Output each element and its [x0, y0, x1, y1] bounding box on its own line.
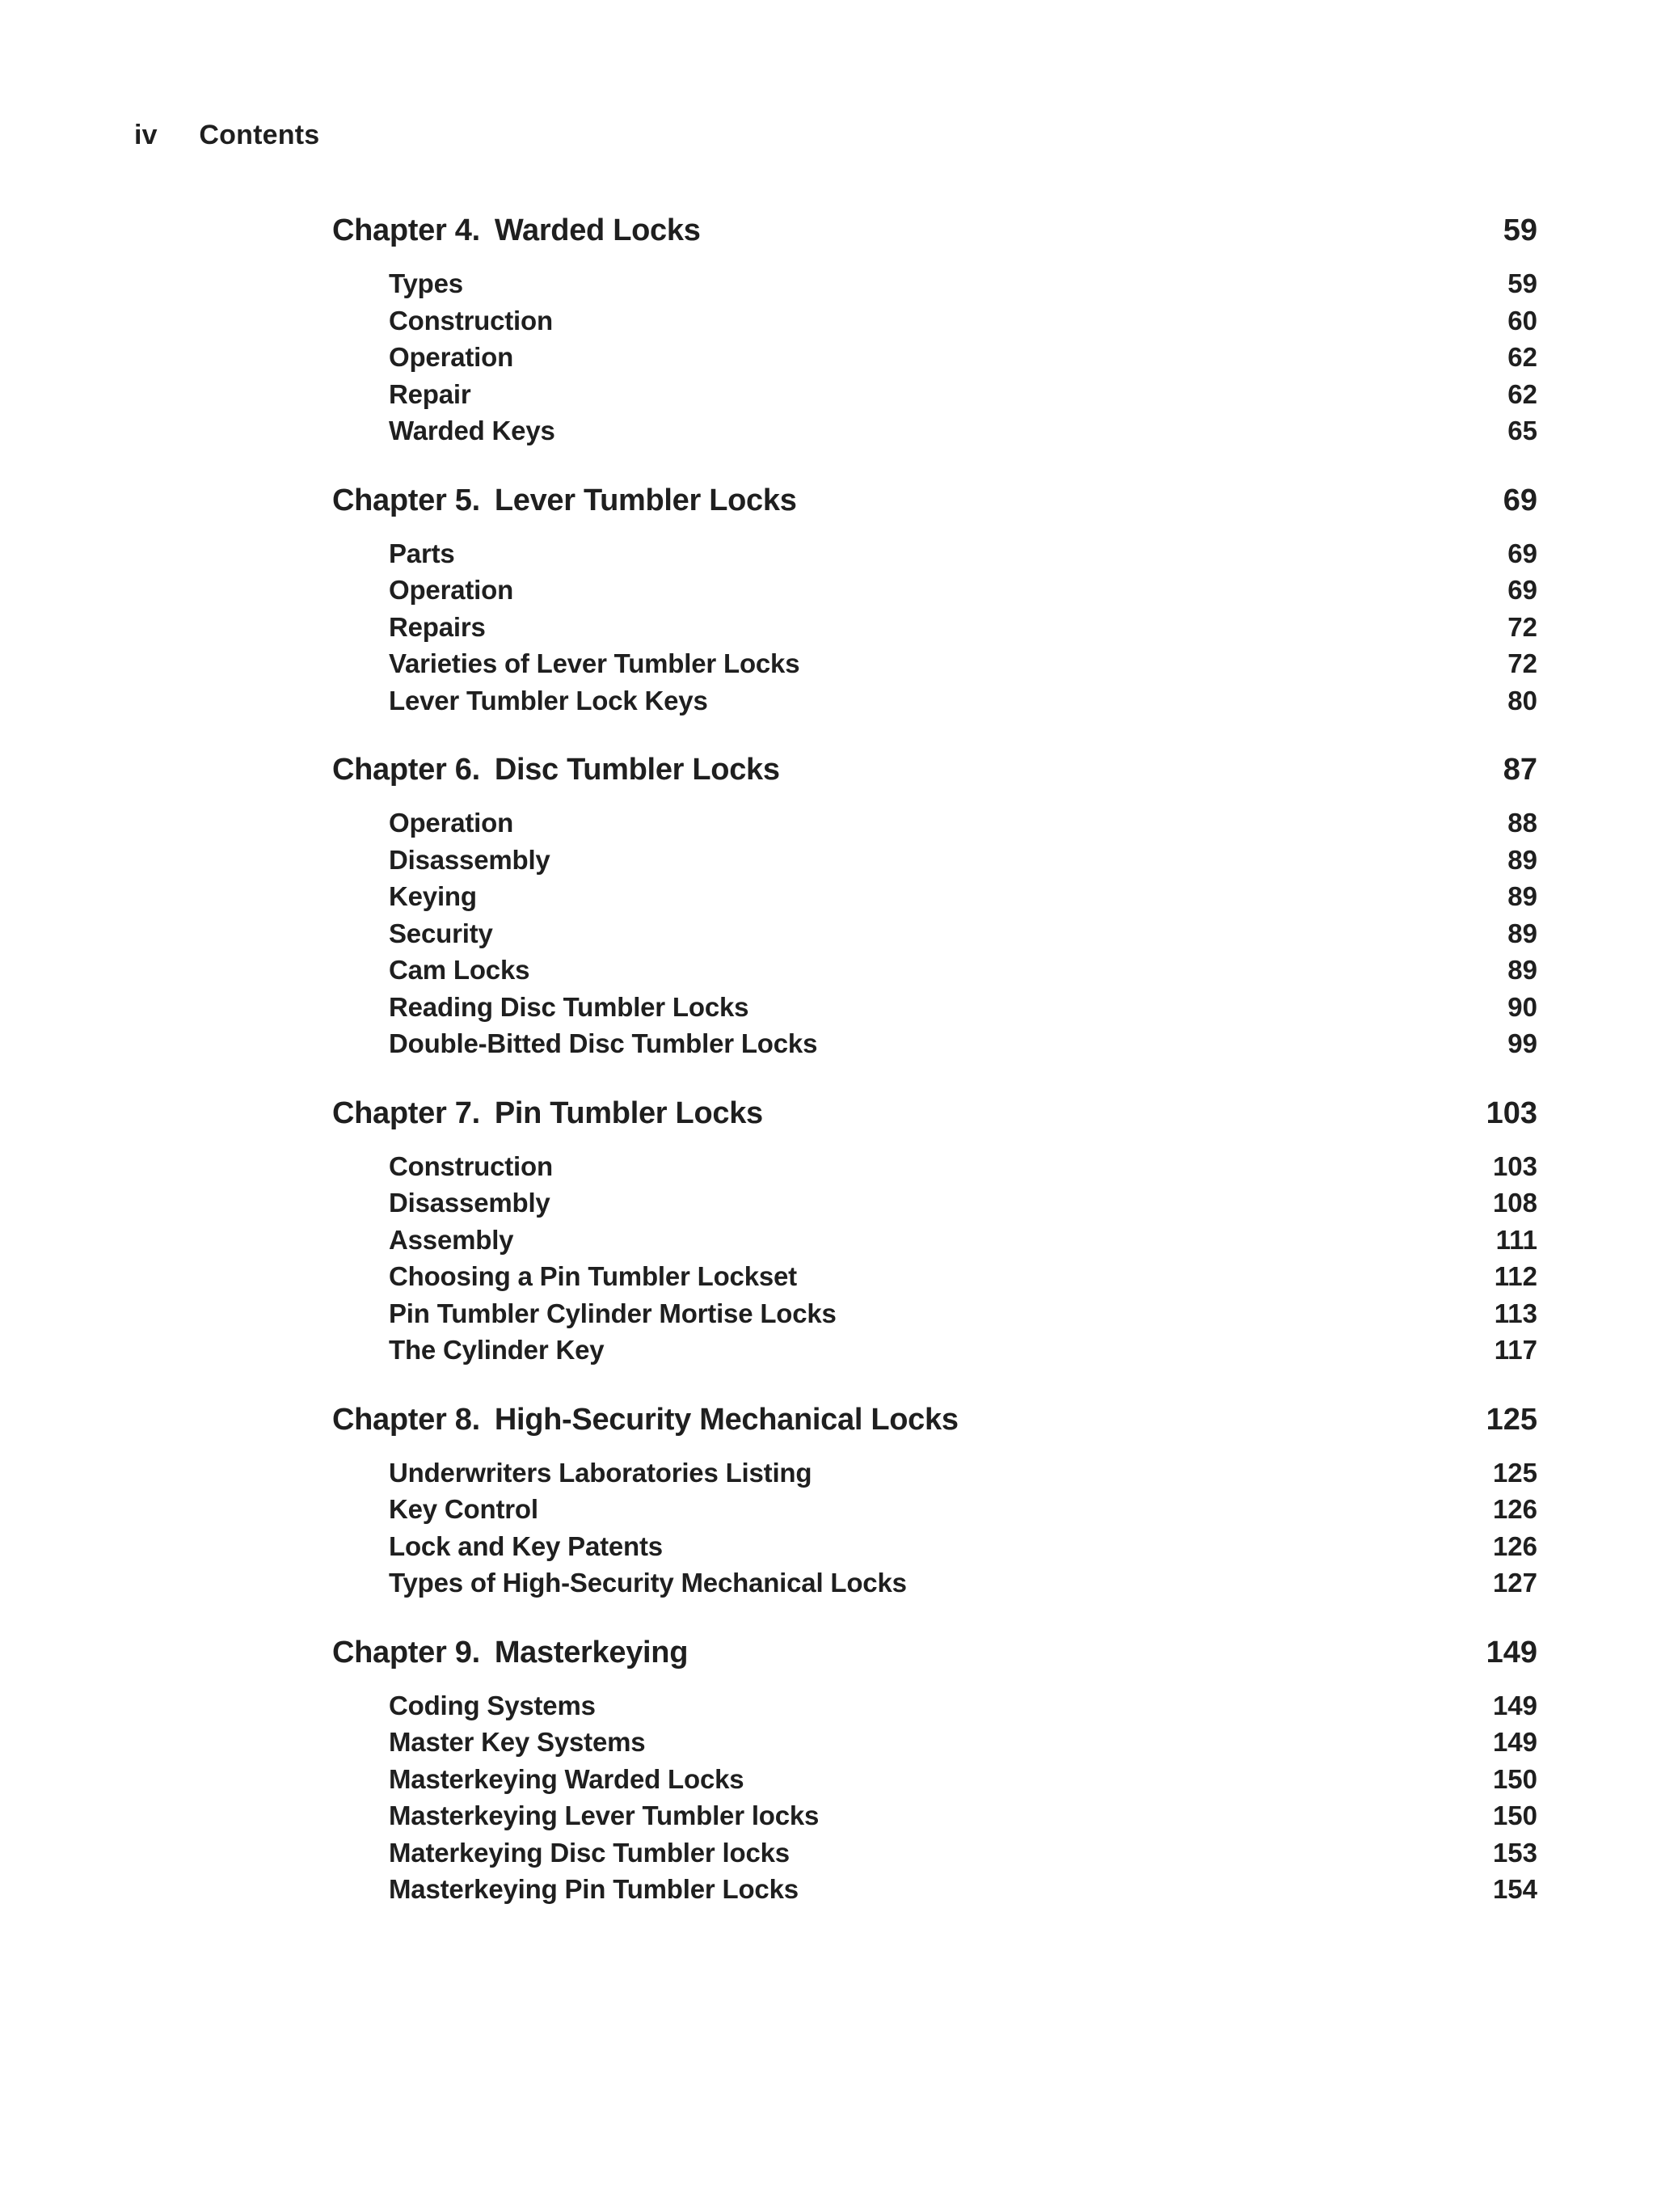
toc-entry[interactable] — [332, 952, 1537, 989]
chapter-label: Chapter 5. — [332, 483, 480, 517]
toc-entry[interactable] — [332, 1491, 1537, 1528]
toc-entry[interactable] — [332, 989, 1537, 1026]
section-title: Pin Tumbler Cylinder Mortise Locks — [389, 1298, 837, 1328]
section-page-number: 108 — [1492, 1188, 1537, 1218]
section-list — [332, 1687, 1537, 1908]
section-title: Underwriters Laboratories Listing — [389, 1457, 812, 1488]
chapter-heading-text — [332, 751, 780, 788]
section-page-number: 154 — [1492, 1874, 1537, 1904]
chapter-page-number: 125 — [1486, 1402, 1537, 1437]
section-page-number: 88 — [1507, 808, 1537, 838]
section-page-number: 90 — [1507, 991, 1537, 1022]
section-page-number: 149 — [1492, 1690, 1537, 1720]
chapter-page-number: 59 — [1503, 213, 1537, 247]
chapter-heading[interactable] — [332, 482, 1537, 519]
section-page-number: 69 — [1507, 575, 1537, 605]
section-title: Construction — [389, 305, 553, 336]
section-page-number: 89 — [1507, 844, 1537, 875]
section-page-number: 99 — [1507, 1028, 1537, 1058]
toc-entry[interactable] — [332, 376, 1537, 413]
section-title: Varieties of Lever Tumbler Locks — [389, 648, 800, 678]
section-title: Parts — [389, 538, 455, 568]
section-list — [332, 535, 1537, 720]
toc-entry[interactable] — [332, 915, 1537, 952]
toc-entry[interactable] — [332, 1834, 1537, 1872]
section-title: Operation — [389, 342, 514, 372]
section-page-number: 153 — [1492, 1837, 1537, 1868]
toc-entry[interactable] — [332, 878, 1537, 915]
toc-entry[interactable] — [332, 1761, 1537, 1798]
section-title: Disassembly — [389, 844, 550, 875]
section-title: Masterkeying Lever Tumbler locks — [389, 1800, 820, 1830]
toc-entry[interactable] — [332, 609, 1537, 646]
toc-entry[interactable] — [332, 1724, 1537, 1761]
toc-entry[interactable] — [332, 842, 1537, 879]
toc-entry[interactable] — [332, 1148, 1537, 1185]
section-page-number: 113 — [1494, 1298, 1537, 1328]
section-title: Masterkeying Pin Tumbler Locks — [389, 1874, 799, 1904]
chapter-block — [332, 1095, 1537, 1369]
section-list — [332, 265, 1537, 450]
page-folio: iv — [134, 120, 158, 150]
chapter-title: Warded Locks — [494, 213, 701, 247]
chapter-label: Chapter 6. — [332, 753, 480, 787]
section-page-number: 60 — [1507, 305, 1537, 336]
toc-entry[interactable] — [332, 265, 1537, 302]
section-title: Repairs — [389, 611, 486, 642]
chapter-heading[interactable] — [332, 1401, 1537, 1438]
section-list — [332, 1148, 1537, 1369]
section-title: Warded Keys — [389, 416, 555, 445]
section-title: Types of High-Security Mechanical Locks — [389, 1568, 907, 1598]
chapter-heading-text — [332, 212, 701, 249]
toc-entry[interactable] — [332, 535, 1537, 572]
toc-entry[interactable] — [332, 1528, 1537, 1565]
chapter-page-number: 69 — [1503, 483, 1537, 517]
running-title: Contents — [199, 120, 320, 150]
running-head — [134, 120, 319, 151]
toc-entry[interactable] — [332, 1332, 1537, 1369]
chapter-label: Chapter 7. — [332, 1095, 480, 1130]
section-title: Operation — [389, 808, 514, 838]
toc-entry[interactable] — [332, 1564, 1537, 1602]
chapter-heading-text — [332, 482, 797, 519]
chapter-heading-text — [332, 1401, 959, 1438]
toc-entry[interactable] — [332, 1295, 1537, 1332]
section-title: Master Key Systems — [389, 1727, 646, 1757]
section-title: Coding Systems — [389, 1690, 596, 1720]
chapter-page-number: 103 — [1486, 1095, 1537, 1130]
toc-entry[interactable] — [332, 1184, 1537, 1222]
toc-entry[interactable] — [332, 1258, 1537, 1295]
section-title: Reading Disc Tumbler Locks — [389, 991, 749, 1022]
section-page-number: 89 — [1507, 955, 1537, 985]
chapter-block — [332, 751, 1537, 1062]
toc-entry[interactable] — [332, 1025, 1537, 1062]
section-title: Lock and Key Patents — [389, 1530, 663, 1561]
section-page-number: 125 — [1492, 1457, 1537, 1488]
chapter-block — [332, 1634, 1537, 1908]
chapter-page-number: 149 — [1486, 1635, 1537, 1670]
toc-entry[interactable] — [332, 645, 1537, 682]
section-title: Cam Locks — [389, 955, 530, 985]
section-page-number: 89 — [1507, 881, 1537, 911]
chapter-title: Pin Tumbler Locks — [494, 1095, 763, 1130]
section-title: Masterkeying Warded Locks — [389, 1763, 744, 1794]
section-page-number: 117 — [1494, 1335, 1537, 1365]
section-page-number: 72 — [1507, 648, 1537, 678]
section-page-number: 80 — [1507, 685, 1537, 716]
section-page-number: 69 — [1507, 538, 1537, 568]
section-list — [332, 804, 1537, 1062]
section-page-number: 62 — [1507, 342, 1537, 372]
chapter-heading[interactable] — [332, 1095, 1537, 1132]
chapter-label: Chapter 8. — [332, 1402, 480, 1437]
section-title: Keying — [389, 881, 477, 911]
toc-entry[interactable] — [332, 412, 1537, 450]
section-page-number: 65 — [1507, 416, 1537, 445]
table-of-contents — [332, 212, 1537, 1940]
section-page-number: 59 — [1507, 268, 1537, 298]
chapter-title: Masterkeying — [494, 1635, 689, 1670]
chapter-title: High-Security Mechanical Locks — [494, 1402, 959, 1437]
section-page-number: 103 — [1492, 1150, 1537, 1181]
section-title: Key Control — [389, 1494, 538, 1524]
section-title: Disassembly — [389, 1188, 550, 1218]
chapter-heading[interactable] — [332, 212, 1537, 249]
section-title: Operation — [389, 575, 514, 605]
chapter-heading-text — [332, 1634, 688, 1671]
toc-entry[interactable] — [332, 1454, 1537, 1492]
section-page-number: 127 — [1492, 1568, 1537, 1598]
toc-entry[interactable] — [332, 1871, 1537, 1908]
chapter-label: Chapter 9. — [332, 1635, 480, 1670]
section-list — [332, 1454, 1537, 1602]
toc-entry[interactable] — [332, 682, 1537, 720]
toc-entry[interactable] — [332, 339, 1537, 376]
chapter-heading[interactable] — [332, 1634, 1537, 1671]
section-title: Assembly — [389, 1224, 514, 1255]
section-title: Security — [389, 918, 493, 948]
toc-entry[interactable] — [332, 804, 1537, 842]
section-page-number: 126 — [1492, 1494, 1537, 1524]
chapter-block — [332, 482, 1537, 720]
toc-entry[interactable] — [332, 572, 1537, 609]
section-page-number: 62 — [1507, 378, 1537, 409]
section-page-number: 126 — [1492, 1530, 1537, 1561]
chapter-heading-text — [332, 1095, 763, 1132]
section-title: Double-Bitted Disc Tumbler Locks — [389, 1028, 818, 1058]
section-page-number: 150 — [1492, 1800, 1537, 1830]
toc-entry[interactable] — [332, 302, 1537, 340]
section-page-number: 149 — [1492, 1727, 1537, 1757]
section-page-number: 72 — [1507, 611, 1537, 642]
toc-entry[interactable] — [332, 1222, 1537, 1259]
section-title: Types — [389, 268, 463, 298]
chapter-block — [332, 1401, 1537, 1602]
section-title: Choosing a Pin Tumbler Lockset — [389, 1261, 797, 1291]
chapter-label: Chapter 4. — [332, 213, 480, 247]
chapter-heading[interactable] — [332, 751, 1537, 788]
section-title: Materkeying Disc Tumbler locks — [389, 1837, 790, 1868]
toc-entry[interactable] — [332, 1797, 1537, 1834]
toc-entry[interactable] — [332, 1687, 1537, 1724]
section-title: Lever Tumbler Lock Keys — [389, 685, 708, 716]
chapter-title: Lever Tumbler Locks — [494, 483, 797, 517]
chapter-block — [332, 212, 1537, 450]
section-page-number: 112 — [1494, 1261, 1537, 1291]
section-title: Construction — [389, 1150, 553, 1181]
section-title: The Cylinder Key — [389, 1335, 605, 1365]
section-title: Repair — [389, 378, 471, 409]
chapter-page-number: 87 — [1503, 753, 1537, 787]
section-page-number: 89 — [1507, 918, 1537, 948]
section-page-number: 111 — [1495, 1224, 1537, 1255]
section-page-number: 150 — [1492, 1763, 1537, 1794]
chapter-title: Disc Tumbler Locks — [494, 753, 780, 787]
